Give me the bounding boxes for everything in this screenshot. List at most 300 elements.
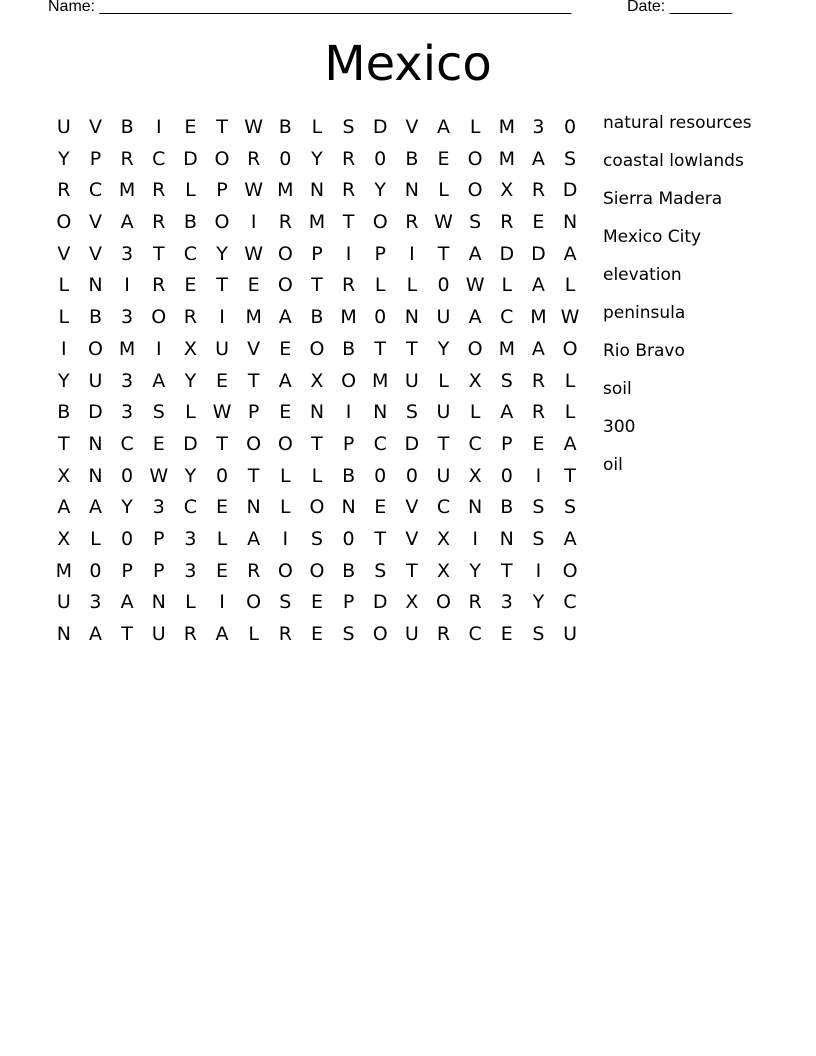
grid-letter: L: [58, 306, 70, 329]
grid-letter: L: [469, 116, 481, 138]
grid-row: [48, 492, 588, 524]
grid-letter: M: [308, 211, 326, 234]
grid-letter: N: [56, 623, 71, 645]
grid-letter: R: [183, 306, 197, 329]
grid-letter: T: [311, 274, 323, 297]
grid-letter: 0: [564, 116, 577, 138]
grid-letter: A: [531, 147, 545, 170]
grid-row: [48, 366, 588, 398]
grid-letter: X: [468, 369, 482, 392]
grid-letter: 0: [374, 147, 387, 170]
grid-letter: W: [212, 401, 232, 424]
grid-letter: T: [216, 274, 228, 297]
grid-letter: W: [465, 274, 485, 297]
grid-letter: L: [311, 464, 323, 487]
grid-letter: M: [498, 147, 515, 170]
word-list-item: 300: [603, 417, 636, 437]
grid-letter: E: [310, 623, 323, 645]
grid-letter: R: [436, 623, 451, 645]
grid-letter: O: [87, 337, 103, 360]
grid-letter: X: [57, 527, 71, 550]
grid-letter: R: [468, 591, 482, 614]
grid-letter: A: [152, 369, 166, 392]
grid-letter: B: [183, 211, 197, 234]
grid-letter: R: [247, 559, 261, 582]
grid-letter: A: [120, 591, 134, 614]
grid-letter: L: [280, 496, 291, 519]
grid-letter: E: [247, 274, 260, 297]
grid-letter: P: [501, 432, 513, 455]
grid-letter: 0: [121, 527, 134, 550]
grid-letter: B: [342, 559, 356, 582]
grid-letter: T: [437, 432, 450, 455]
grid-letter: N: [246, 496, 261, 519]
grid-letter: Y: [58, 369, 70, 392]
grid-letter: B: [120, 116, 134, 138]
grid-letter: M: [55, 559, 73, 582]
grid-letter: 3: [121, 401, 134, 424]
grid-letter: C: [563, 591, 577, 614]
grid-letter: O: [341, 369, 357, 392]
grid-letter: C: [373, 432, 387, 455]
word-list: [603, 109, 803, 489]
grid-letter: 0: [405, 464, 418, 487]
grid-letter: R: [183, 623, 197, 645]
grid-letter: I: [250, 211, 257, 234]
grid-letter: 3: [121, 242, 134, 265]
grid-row: [48, 302, 588, 334]
grid-letter: Y: [184, 369, 197, 392]
grid-letter: B: [405, 147, 419, 170]
grid-letter: L: [469, 401, 481, 424]
grid-letter: I: [124, 274, 130, 297]
grid-letter: 3: [184, 527, 197, 550]
grid-row: [48, 270, 588, 302]
grid-letter: I: [219, 306, 225, 329]
word-list-item: peninsula: [603, 303, 686, 323]
grid-letter: N: [151, 591, 166, 614]
grid-letter: E: [532, 432, 545, 455]
grid-letter: 0: [121, 464, 134, 487]
grid-letter: B: [278, 116, 292, 138]
word-list-item: coastal lowlands: [603, 151, 744, 171]
grid-letter: A: [468, 306, 482, 329]
grid-letter: I: [155, 337, 162, 360]
grid-letter: Y: [469, 559, 481, 582]
grid-letter: W: [560, 306, 580, 329]
grid-letter: C: [468, 432, 482, 455]
grid-letter: N: [404, 306, 419, 329]
grid-letter: N: [309, 179, 325, 202]
grid-letter: Y: [374, 179, 387, 202]
grid-letter: O: [309, 337, 325, 360]
grid-letter: 3: [121, 369, 134, 392]
grid-letter: A: [88, 496, 102, 519]
grid-letter: R: [531, 369, 546, 392]
grid-letter: R: [341, 179, 356, 202]
grid-letter: A: [563, 527, 577, 550]
grid-letter: I: [535, 559, 542, 582]
grid-letter: P: [153, 527, 165, 550]
grid-letter: P: [342, 591, 355, 614]
grid-letter: M: [530, 306, 547, 329]
grid-letter: S: [500, 369, 513, 392]
grid-letter: X: [500, 179, 514, 202]
grid-letter: Y: [216, 242, 228, 265]
grid-letter: X: [310, 369, 324, 392]
grid-letter: S: [532, 527, 545, 550]
grid-letter: P: [247, 401, 260, 424]
grid-letter: T: [406, 337, 418, 360]
grid-letter: M: [245, 306, 262, 329]
grid-letter: M: [498, 337, 515, 360]
grid-letter: U: [215, 337, 229, 360]
grid-letter: N: [341, 496, 356, 519]
grid-letter: W: [434, 211, 453, 234]
grid-letter: E: [500, 623, 513, 645]
grid-letter: R: [152, 274, 166, 297]
grid-letter: O: [467, 179, 483, 202]
grid-letter: O: [309, 496, 325, 519]
grid-letter: R: [120, 147, 134, 170]
grid-letter: S: [405, 401, 418, 424]
grid-letter: N: [373, 401, 388, 424]
grid-letter: R: [405, 211, 419, 234]
grid-letter: O: [436, 591, 451, 614]
grid-letter: A: [215, 623, 229, 645]
grid-letter: S: [342, 623, 355, 645]
grid-row: [48, 239, 588, 271]
grid-letter: O: [467, 147, 483, 170]
grid-letter: Y: [121, 496, 133, 519]
grid-letter: A: [88, 623, 102, 645]
grid-letter: V: [405, 496, 419, 519]
grid-letter: P: [121, 559, 133, 582]
grid-row: [48, 619, 588, 651]
grid-letter: U: [436, 464, 451, 487]
grid-letter: U: [436, 401, 451, 424]
grid-letter: D: [499, 242, 515, 265]
grid-letter: X: [468, 464, 482, 487]
grid-letter: O: [214, 211, 230, 234]
grid-letter: S: [310, 527, 323, 550]
grid-letter: C: [120, 432, 134, 455]
grid-letter: O: [562, 559, 578, 582]
grid-letter: M: [277, 179, 294, 202]
grid-letter: 3: [500, 591, 513, 614]
grid-letter: O: [277, 559, 293, 582]
grid-letter: V: [247, 337, 261, 360]
grid-letter: I: [345, 242, 352, 265]
grid-letter: 0: [342, 527, 355, 550]
grid-letter: C: [468, 623, 482, 645]
grid-row: [48, 207, 588, 239]
grid-letter: X: [436, 559, 451, 582]
grid-letter: 0: [279, 147, 292, 170]
grid-letter: U: [436, 306, 451, 329]
grid-letter: S: [564, 496, 577, 519]
word-list-item: natural resources: [603, 113, 752, 133]
grid-letter: Y: [311, 147, 323, 170]
grid-letter: T: [58, 432, 70, 455]
grid-letter: R: [500, 211, 514, 234]
grid-letter: A: [531, 274, 545, 297]
grid-letter: Y: [437, 337, 450, 360]
grid-row: [48, 144, 588, 176]
grid-letter: I: [472, 527, 478, 550]
grid-letter: X: [405, 591, 419, 614]
grid-letter: I: [535, 464, 542, 487]
grid-letter: B: [342, 464, 356, 487]
grid-letter: N: [468, 496, 483, 519]
grid-letter: D: [372, 116, 388, 138]
grid-letter: O: [151, 306, 167, 329]
grid-letter: R: [341, 274, 356, 297]
grid-letter: T: [406, 559, 418, 582]
grid-letter: L: [501, 274, 513, 297]
grid-letter: A: [531, 337, 545, 360]
grid-letter: L: [438, 369, 449, 392]
grid-letter: B: [57, 401, 71, 424]
grid-letter: O: [467, 337, 483, 360]
grid-letter: O: [562, 337, 578, 360]
word-list-item: elevation: [603, 265, 682, 285]
grid-letter: L: [185, 179, 196, 202]
page-title: Mexico: [324, 36, 492, 92]
grid-letter: M: [118, 337, 136, 360]
grid-letter: U: [404, 369, 419, 392]
grid-letter: L: [280, 464, 291, 487]
grid-letter: V: [57, 242, 71, 265]
grid-letter: R: [247, 147, 261, 170]
grid-letter: M: [118, 179, 136, 202]
grid-letter: T: [216, 116, 228, 138]
grid-letter: 0: [374, 306, 387, 329]
grid-letter: B: [310, 306, 324, 329]
grid-letter: A: [500, 401, 514, 424]
word-list-item: oil: [603, 455, 623, 475]
grid-letter: I: [219, 591, 225, 614]
grid-letter: V: [405, 527, 419, 550]
word-list-item: soil: [603, 379, 632, 399]
grid-letter: L: [90, 527, 101, 550]
grid-letter: L: [58, 274, 70, 297]
grid-letter: D: [88, 401, 103, 424]
grid-letter: A: [278, 369, 292, 392]
grid-letter: L: [248, 623, 259, 645]
grid-letter: L: [564, 274, 576, 297]
grid-letter: W: [244, 179, 264, 202]
grid-letter: O: [214, 147, 230, 170]
grid-letter: P: [342, 432, 355, 455]
grid-letter: V: [88, 211, 102, 234]
grid-letter: D: [183, 147, 198, 170]
grid-letter: O: [246, 591, 262, 614]
grid-letter: P: [89, 147, 102, 170]
grid-letter: N: [88, 464, 103, 487]
grid-letter: D: [562, 179, 578, 202]
grid-row: [48, 524, 588, 556]
grid-letter: O: [56, 211, 72, 234]
grid-letter: C: [183, 496, 198, 519]
grid-letter: E: [184, 274, 197, 297]
grid-letter: E: [279, 401, 292, 424]
grid-letter: T: [247, 464, 260, 487]
grid-letter: T: [500, 559, 513, 582]
grid-letter: E: [279, 337, 292, 360]
grid-letter: 3: [532, 116, 545, 138]
letter-grid: [48, 112, 588, 651]
grid-letter: E: [437, 147, 450, 170]
grid-letter: M: [498, 116, 515, 138]
grid-letter: E: [374, 496, 387, 519]
grid-letter: 3: [184, 559, 197, 582]
grid-letter: U: [151, 623, 166, 645]
grid-letter: M: [340, 306, 357, 329]
grid-letter: S: [152, 401, 165, 424]
name-field-label: Name: _____________________________________________________: [48, 0, 572, 15]
grid-letter: X: [436, 527, 451, 550]
grid-letter: U: [404, 623, 419, 645]
grid-letter: B: [88, 306, 102, 329]
grid-letter: E: [532, 211, 545, 234]
grid-row: [48, 461, 588, 493]
grid-letter: T: [437, 242, 450, 265]
grid-letter: R: [531, 401, 546, 424]
grid-letter: O: [309, 559, 325, 582]
grid-letter: S: [532, 623, 545, 645]
grid-letter: V: [88, 242, 102, 265]
grid-row: [48, 334, 588, 366]
grid-letter: R: [152, 179, 166, 202]
grid-letter: T: [121, 623, 133, 645]
grid-letter: S: [374, 559, 387, 582]
grid-letter: 3: [121, 306, 134, 329]
grid-letter: W: [149, 464, 169, 487]
grid-letter: O: [246, 432, 262, 455]
grid-letter: 3: [89, 591, 102, 614]
grid-letter: A: [468, 242, 482, 265]
grid-letter: C: [183, 242, 198, 265]
grid-letter: D: [183, 432, 198, 455]
grid-letter: L: [374, 274, 386, 297]
grid-letter: T: [152, 242, 165, 265]
grid-letter: L: [564, 401, 576, 424]
grid-letter: N: [88, 432, 103, 455]
grid-letter: P: [153, 559, 165, 582]
grid-letter: W: [244, 242, 264, 265]
word-list-item: Sierra Madera: [603, 189, 723, 209]
header: [0, 0, 816, 20]
grid-letter: I: [155, 116, 162, 138]
grid-letter: A: [563, 432, 577, 455]
grid-letter: 0: [89, 559, 102, 582]
grid-letter: I: [409, 242, 415, 265]
grid-letter: O: [372, 623, 388, 645]
grid-letter: L: [185, 401, 196, 424]
grid-letter: L: [438, 179, 449, 202]
grid-letter: I: [282, 527, 289, 550]
grid-letter: E: [152, 432, 165, 455]
date-field-label: Date: _______: [627, 0, 732, 15]
grid-letter: P: [216, 179, 228, 202]
grid-letter: N: [562, 211, 578, 234]
word-list-item: Rio Bravo: [603, 341, 685, 361]
grid-letter: Y: [532, 591, 545, 614]
grid-row: [48, 175, 588, 207]
grid-letter: T: [374, 527, 387, 550]
grid-letter: L: [311, 116, 323, 138]
grid-letter: U: [56, 591, 71, 614]
grid-letter: R: [531, 179, 546, 202]
grid-letter: S: [279, 591, 292, 614]
grid-letter: E: [216, 496, 229, 519]
grid-letter: X: [57, 464, 71, 487]
grid-letter: N: [88, 274, 103, 297]
grid-letter: V: [405, 116, 419, 138]
grid-letter: S: [342, 116, 355, 138]
grid-letter: A: [247, 527, 261, 550]
grid-row: [48, 556, 588, 588]
grid-letter: D: [404, 432, 420, 455]
grid-letter: A: [57, 496, 71, 519]
grid-letter: 0: [500, 464, 513, 487]
grid-letter: U: [56, 116, 71, 138]
grid-letter: S: [564, 147, 577, 170]
grid-letter: X: [183, 337, 197, 360]
grid-letter: T: [311, 432, 323, 455]
grid-letter: R: [278, 211, 292, 234]
grid-letter: A: [563, 242, 577, 265]
grid-letter: T: [374, 337, 387, 360]
grid-letter: E: [216, 369, 229, 392]
word-list-item: Mexico City: [603, 227, 702, 247]
grid-letter: S: [469, 211, 482, 234]
grid-letter: W: [244, 116, 264, 138]
grid-letter: 0: [437, 274, 450, 297]
grid-letter: L: [564, 369, 576, 392]
grid-letter: A: [278, 306, 292, 329]
grid-letter: C: [500, 306, 514, 329]
grid-letter: C: [152, 147, 166, 170]
grid-letter: M: [372, 369, 389, 392]
grid-letter: A: [437, 116, 450, 138]
grid-letter: I: [345, 401, 352, 424]
grid-letter: T: [216, 432, 228, 455]
grid-row: [48, 587, 588, 619]
grid-letter: T: [247, 369, 260, 392]
grid-letter: E: [216, 559, 229, 582]
grid-letter: P: [374, 242, 386, 265]
grid-row: [48, 429, 588, 461]
grid-letter: C: [88, 179, 103, 202]
grid-letter: T: [342, 211, 355, 234]
grid-letter: D: [372, 591, 388, 614]
grid-letter: D: [531, 242, 546, 265]
grid-letter: L: [185, 591, 196, 614]
grid-letter: U: [563, 623, 578, 645]
grid-letter: R: [57, 179, 71, 202]
grid-letter: R: [278, 623, 292, 645]
grid-letter: R: [341, 147, 356, 170]
grid-letter: N: [309, 401, 325, 424]
grid-letter: N: [499, 527, 514, 550]
grid-letter: N: [404, 179, 419, 202]
grid-letter: 0: [215, 464, 229, 487]
grid-letter: Y: [58, 147, 70, 170]
grid-letter: 0: [374, 464, 387, 487]
grid-letter: P: [311, 242, 323, 265]
